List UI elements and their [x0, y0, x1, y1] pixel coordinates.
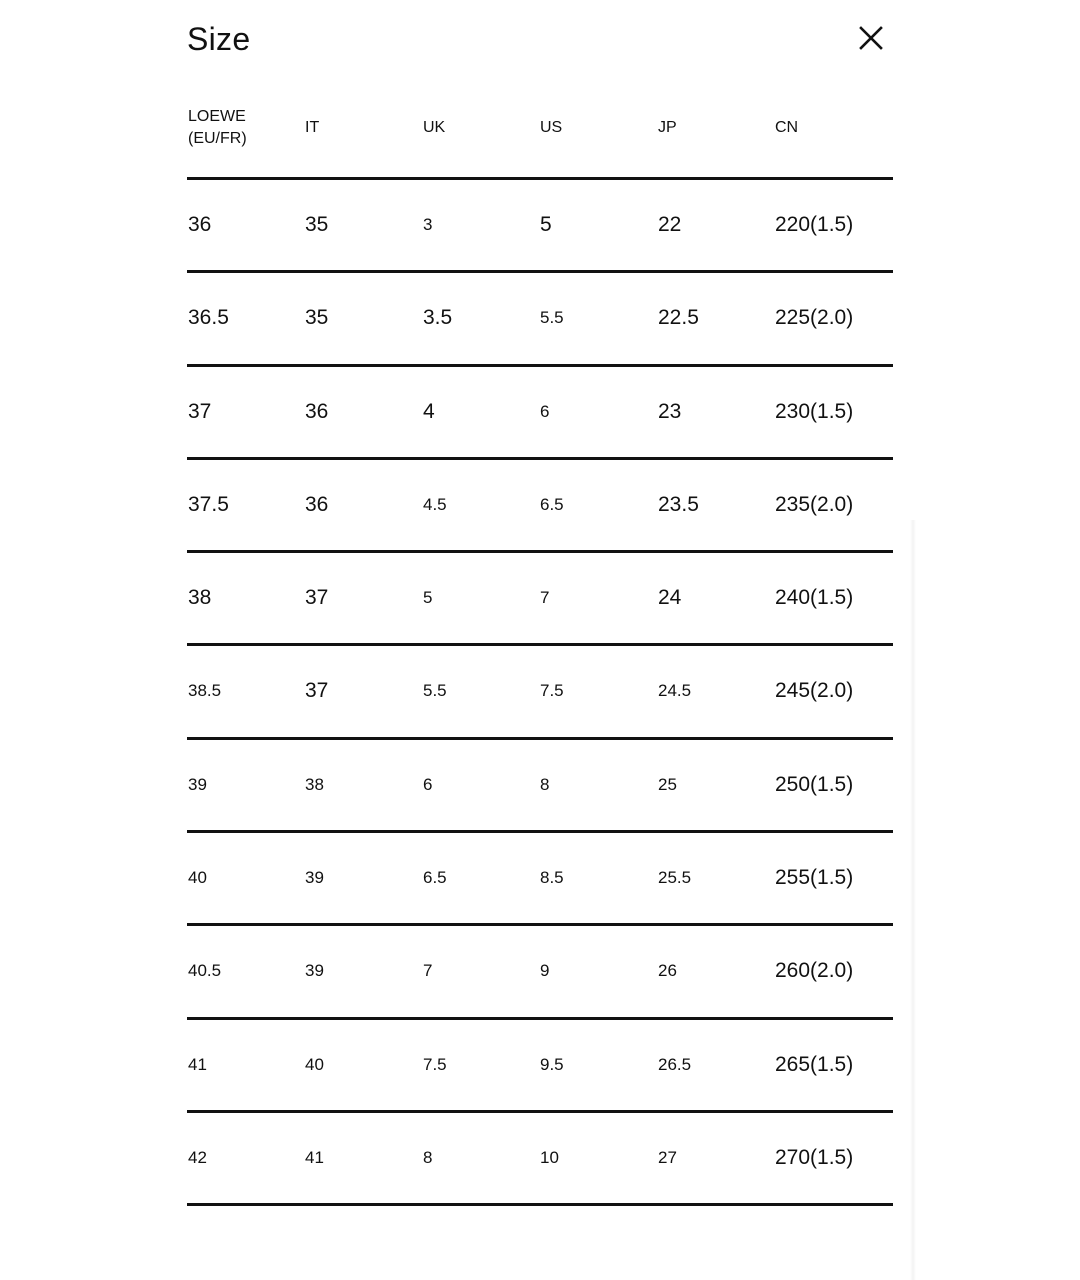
table-row — [187, 273, 893, 366]
cell-it: 38 — [305, 774, 324, 794]
cell-it: 37 — [305, 586, 329, 610]
column-header-loewe: LOEWE (EU/FR) — [188, 108, 247, 147]
cell-loewe: 38.5 — [188, 681, 222, 701]
table-row — [187, 740, 893, 833]
cell-cn: 265(1.5) — [775, 1052, 854, 1076]
cell-cn: 245(2.0) — [775, 679, 854, 703]
cell-loewe: 40 — [188, 868, 207, 888]
cell-jp: 24 — [658, 586, 682, 610]
cell-loewe: 37.5 — [188, 492, 229, 516]
cell-uk: 7.5 — [423, 1054, 447, 1074]
cell-us: 9.5 — [540, 1054, 564, 1074]
cell-us: 6 — [540, 401, 550, 421]
cell-cn: 255(1.5) — [775, 866, 854, 890]
cell-jp: 23.5 — [658, 492, 699, 516]
cell-uk: 6.5 — [423, 868, 447, 888]
cell-it: 35 — [305, 213, 329, 236]
cell-uk: 5 — [423, 588, 433, 608]
cell-cn: 230(1.5) — [775, 399, 854, 423]
cell-uk: 6 — [423, 774, 433, 794]
column-header-uk: UK — [423, 119, 446, 136]
cell-it: 36 — [305, 399, 329, 423]
close-button[interactable] — [852, 20, 890, 58]
cell-loewe: 39 — [188, 774, 207, 794]
table-row — [187, 1020, 893, 1113]
cell-loewe: 37 — [188, 399, 212, 423]
cell-cn: 250(1.5) — [775, 772, 854, 796]
cell-cn: 225(2.0) — [775, 306, 854, 330]
column-header-jp: JP — [658, 119, 677, 136]
table-row — [187, 460, 893, 553]
cell-loewe: 40.5 — [188, 961, 222, 981]
cell-uk: 8 — [423, 1147, 433, 1167]
cell-cn: 235(2.0) — [775, 492, 854, 516]
cell-loewe: 36 — [188, 213, 212, 236]
table-row — [187, 367, 893, 460]
cell-it: 40 — [305, 1054, 324, 1074]
column-header-it: IT — [305, 119, 320, 136]
cell-cn: 240(1.5) — [775, 586, 854, 610]
cell-uk: 3 — [423, 215, 433, 234]
scroll-shadow — [910, 520, 916, 1280]
cell-it: 36 — [305, 492, 329, 516]
cell-us: 5 — [540, 213, 552, 236]
table-row — [187, 180, 893, 273]
column-header-cn: CN — [775, 119, 799, 136]
cell-uk: 4.5 — [423, 494, 447, 514]
cell-it: 35 — [305, 306, 329, 330]
cell-jp: 25.5 — [658, 868, 692, 888]
table-row — [187, 926, 893, 1019]
cell-us: 8 — [540, 774, 550, 794]
cell-it: 41 — [305, 1147, 324, 1167]
table-row — [187, 646, 893, 739]
cell-us: 5.5 — [540, 308, 564, 328]
cell-loewe: 36.5 — [188, 306, 229, 330]
cell-us: 7.5 — [540, 681, 564, 701]
table-row — [187, 1113, 893, 1206]
column-header-us: US — [540, 119, 563, 136]
cell-jp: 26.5 — [658, 1054, 692, 1074]
cell-us: 10 — [540, 1147, 559, 1167]
close-icon[interactable] — [852, 20, 890, 58]
cell-us: 7 — [540, 588, 550, 608]
cell-uk: 3.5 — [423, 306, 453, 330]
cell-it: 39 — [305, 868, 324, 888]
cell-us: 9 — [540, 961, 550, 981]
cell-us: 6.5 — [540, 494, 564, 514]
cell-cn: 260(2.0) — [775, 959, 854, 983]
cell-jp: 22.5 — [658, 306, 699, 330]
page-title: Size — [187, 21, 251, 57]
cell-it: 39 — [305, 961, 324, 981]
cell-jp: 23 — [658, 399, 682, 423]
cell-jp: 25 — [658, 774, 677, 794]
cell-loewe: 38 — [188, 586, 212, 610]
cell-cn: 270(1.5) — [775, 1145, 854, 1169]
cell-jp: 26 — [658, 961, 677, 981]
cell-jp: 24.5 — [658, 681, 692, 701]
table-row — [187, 833, 893, 926]
table-row — [187, 553, 893, 646]
cell-jp: 27 — [658, 1147, 677, 1167]
size-table-header — [187, 96, 893, 180]
cell-uk: 4 — [423, 399, 435, 423]
cell-it: 37 — [305, 679, 329, 703]
cell-us: 8.5 — [540, 868, 564, 888]
cell-jp: 22 — [658, 213, 682, 236]
cell-cn: 220(1.5) — [775, 213, 854, 236]
cell-uk: 7 — [423, 961, 433, 981]
size-table-body — [187, 180, 893, 1206]
cell-uk: 5.5 — [423, 681, 447, 701]
cell-loewe: 41 — [188, 1054, 207, 1074]
cell-loewe: 42 — [188, 1147, 207, 1167]
